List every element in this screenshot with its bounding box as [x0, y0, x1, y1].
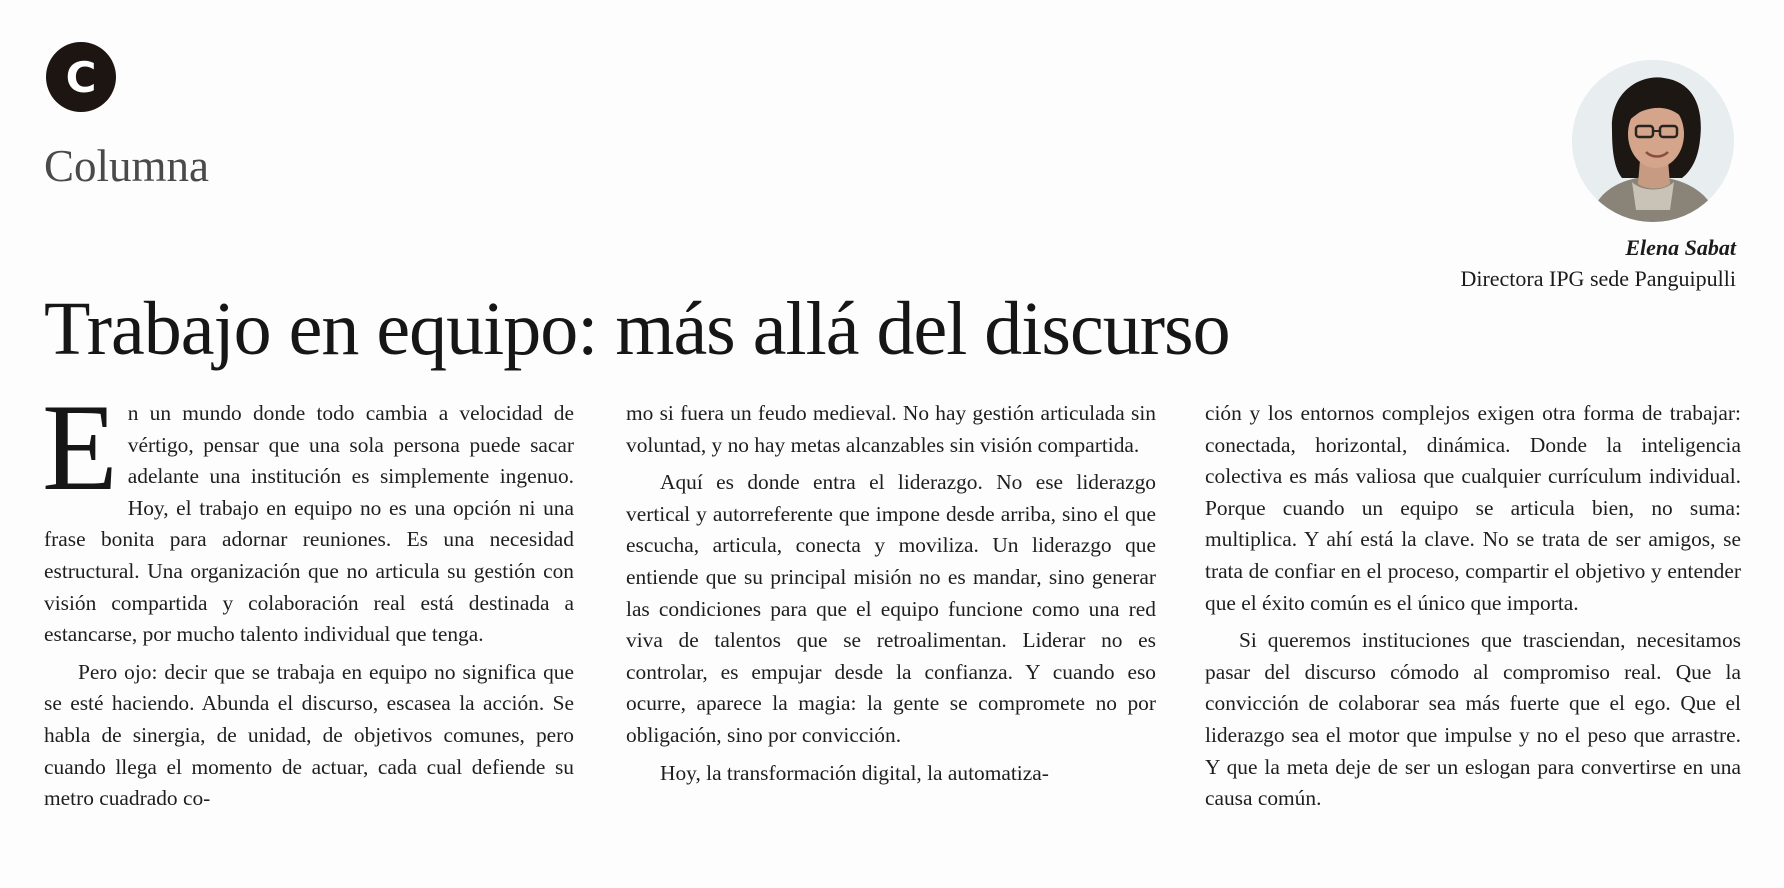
- article-column-1: [42, 379, 574, 815]
- author-name: Elena Sabat: [1625, 235, 1736, 260]
- section-label: Columna: [44, 141, 209, 191]
- paragraph: Pero ojo: decir que se trabaja en equipo no significa que se esté haciendo. Abunda el discurso, escasea la acción. Se habla de sinergia, de unidad, de objetivos comunes, pero cuando llega el momento de actuar, cada cual defiende su metro cuadrado co-: [44, 659, 574, 811]
- paragraph-text: n un mundo donde todo cambia a velocidad de vértigo, pensar que una sola persona puede sacar adelante una institución es simplemente ingenuo. Hoy, el trabajo en equipo no es una opción ni una frase bonita para adornar reuniones. Es una necesidad estructural. Una organización que no articula su gestión con visión compartida y colaboración real está destinada a estancarse, por mucho talento individual que tenga.: [44, 401, 574, 647]
- article-column-2: [626, 398, 1156, 789]
- author-portrait-icon: [1572, 60, 1734, 222]
- paragraph: Aquí es donde entra el liderazgo. No ese liderazgo vertical y autorreferente que impone desde arriba, sino el que escucha, articula, conecta y moviliza. Un liderazgo que entiende que su principal misión no es mandar, sino generar las condiciones para que el equipo funcione como una red viva de talentos que se retroalimentan. Liderar no es controlar, es empujar desde la confianza. Y cuando eso ocurre, aparece la magia: la gente se compromete no por obligación, sino por convicción.: [626, 470, 1156, 747]
- paragraph: Si queremos instituciones que trasciendan, necesitamos pasar del discurso cómodo al compromiso real. Que la convicción de colaborar sea más fuerte que el ego. Que el liderazgo sea el motor que impulse y no el peso que arrastre. Y que la meta deje de ser un eslogan para convertirse en una causa común.: [1205, 628, 1741, 811]
- paragraph: mo si fuera un feudo medieval. No hay gestión articulada sin voluntad, y no hay metas alcanzables sin visión compartida.: [626, 401, 1156, 457]
- paragraph: ción y los entornos complejos exigen otra forma de trabajar: conectada, horizontal, dinámica. Donde la inteligencia colectiva es más valiosa que cualquier currículum individual. Porque cuando un equipo se articula bien, no suma: multiplica. Y ahí está la clave. No se trata de ser amigos, se trata de confiar en el proceso, compartir el objetivo y entender que el éxito común es el único que importa.: [1205, 401, 1741, 615]
- paragraph: Hoy, la transformación digital, la automatiza-: [660, 760, 1049, 785]
- drop-cap: E: [42, 379, 118, 516]
- article-headline: Trabajo en equipo: más allá del discurso: [44, 287, 1230, 371]
- article-column-3: [1205, 398, 1741, 815]
- author-role: Directora IPG sede Panguipulli: [1460, 266, 1736, 291]
- logo-letter: C: [65, 52, 97, 102]
- paragraph: [42, 379, 574, 651]
- author-photo: [1572, 60, 1734, 222]
- column-c-logo: [46, 42, 116, 112]
